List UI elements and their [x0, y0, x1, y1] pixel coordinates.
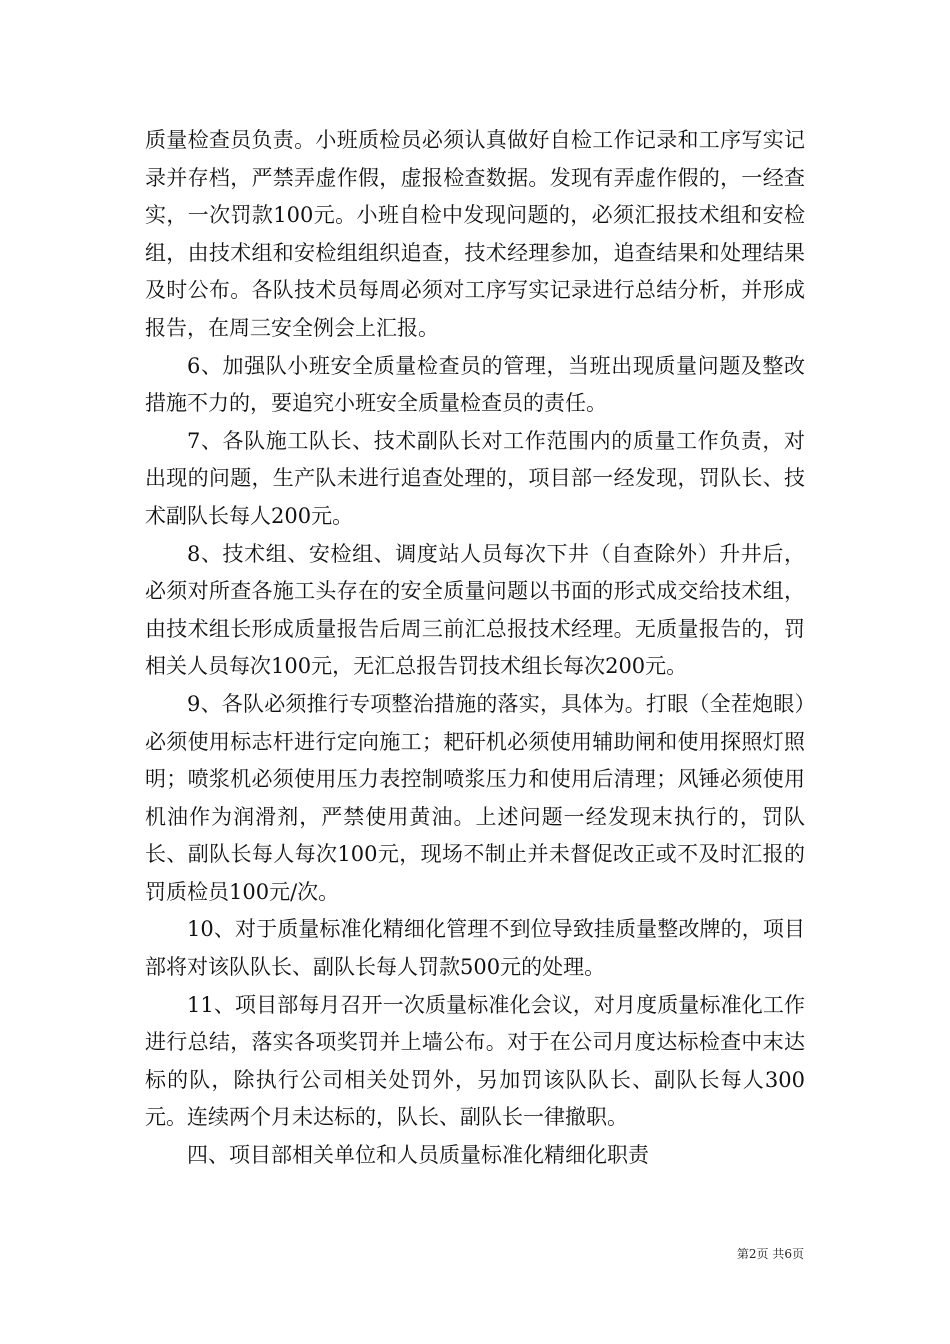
paragraph-item-11: 11、项目部每月召开一次质量标准化会议，对月度质量标准化工作进行总结，落实各项奖罚并上墙公布。对于在公司月度达标检查中末达标的队，除执行公司相关处罚外，另加罚该队队长、副队长每人300元。连续两个月未达标的，队长、副队长一律撤职。 — [145, 992, 805, 1130]
section-heading-4: 四、项目部相关单位和人员质量标准化精细化职责 — [187, 1143, 649, 1168]
paragraph-item-10: 10、对于质量标准化精细化管理不到位导致挂质量整改牌的，项目部将对该队队长、副队长每人罚款500元的处理。 — [145, 917, 805, 980]
paragraph-item-8: 8、技术组、安检组、调度站人员每次下井（自查除外）升井后，必须对所查各施工头存在的安全质量问题以书面的形式成交给技术组，由技术组长形成质量报告后周三前汇总报技术经理。无质量报告的，罚相关人员每次100元，无汇总报告罚技术组长每次200元。 — [145, 541, 805, 679]
paragraph-item-9: 9、各队必须推行专项整治措施的落实，具体为。打眼（全茬炮眼）必须使用标志杆进行定向施工；耙矸机必须使用辅助闸和使用探照灯照明；喷浆机必须使用压力表控制喷浆压力和使用后清理；风锤必须使用机油作为润滑剂，严禁使用黄油。上述问题一经发现末执行的，罚队长、副队长每人每次100元，现场不制止并未督促改正或不及时汇报的罚质检员100元/次。 — [145, 691, 805, 904]
document-body — [145, 122, 805, 1175]
paragraph-continuation: 质量检查员负责。小班质检员必须认真做好自检工作记录和工序写实记录并存档，严禁弄虚作假，虚报检查数据。发现有弄虚作假的，一经查实，一次罚款100元。小班自检中发现问题的，必须汇报技术组和安检组，由技术组和安检组组织追查，技术经理参加，追查结果和处理结果及时公布。各队技术员每周必须对工序写实记录进行总结分析，并形成报告，在周三安全例会上汇报。 — [145, 128, 805, 340]
paragraph-item-7: 7、各队施工队长、技术副队长对工作范围内的质量工作负责，对出现的问题，生产队未进行追查处理的，项目部一经发现，罚队长、技术副队长每人200元。 — [145, 428, 805, 528]
page-number-footer: 第2页 共6页 — [736, 1247, 804, 1261]
paragraph-item-6: 6、加强队小班安全质量检查员的管理，当班出现质量问题及整改措施不力的，要追究小班安全质量检查员的责任。 — [145, 353, 805, 416]
